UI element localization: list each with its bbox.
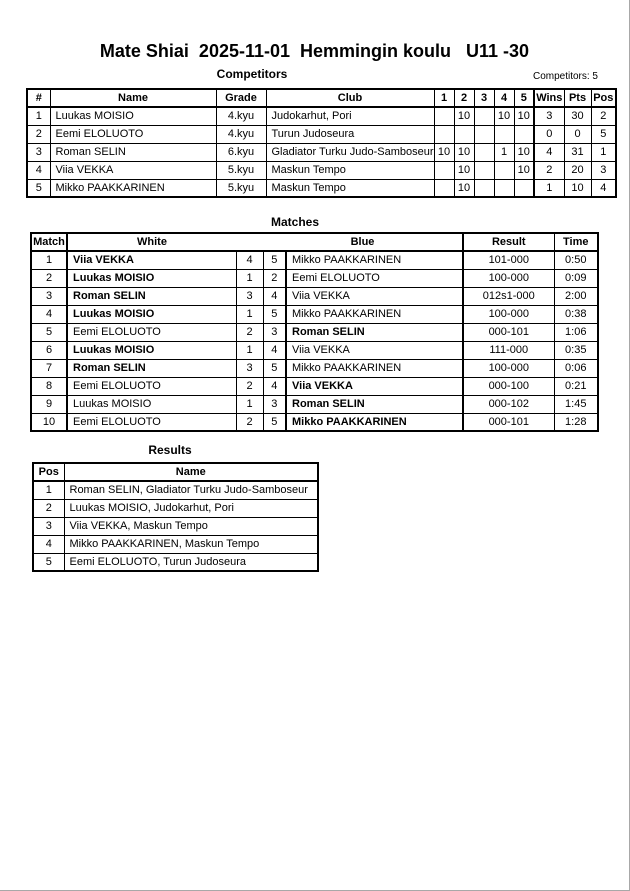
result-cell: 100-000 [463,305,554,323]
match-number-cell: 7 [31,359,67,377]
score-cell [494,179,514,197]
result-pos-cell: 2 [33,499,64,517]
header-spacer [236,233,263,251]
match-number-cell: 3 [31,287,67,305]
blue-competitor-num-cell: 4 [263,341,286,359]
score-cell [474,179,494,197]
header-num: # [27,89,50,107]
club-cell: Maskun Tempo [266,179,434,197]
match-row [31,269,598,287]
blue-competitor-num-cell: 4 [263,287,286,305]
pos-cell: 4 [591,179,616,197]
result-cell: 000-101 [463,323,554,341]
header-name: Name [50,89,216,107]
white-competitor-num-cell: 1 [236,341,263,359]
blue-name-cell: Viia VEKKA [286,377,463,395]
score-cell [494,125,514,143]
page-title: Mate Shiai 2025-11-01 Hemmingin koulu U11 -30 [99,41,530,61]
blue-name-cell: Roman SELIN [286,323,463,341]
white-name-cell: Roman SELIN [67,287,236,305]
blue-competitor-num-cell: 2 [263,269,286,287]
competitor-name-cell: Eemi ELOLUOTO [50,125,216,143]
header-round-1: 1 [434,89,454,107]
white-name-cell: Luukas MOISIO [67,269,236,287]
time-cell: 0:09 [554,269,598,287]
club-cell: Maskun Tempo [266,161,434,179]
time-cell: 0:06 [554,359,598,377]
white-name-cell: Eemi ELOLUOTO [67,413,236,431]
score-cell [494,161,514,179]
grade-cell: 6.kyu [216,143,266,161]
white-name-cell: Luukas MOISIO [67,395,236,413]
header-time: Time [554,233,598,251]
score-cell [434,161,454,179]
score-cell: 10 [454,179,474,197]
wins-cell: 0 [534,125,564,143]
wins-cell: 1 [534,179,564,197]
results-header-row [33,463,318,481]
result-cell: 012s1-000 [463,287,554,305]
score-cell: 10 [514,143,534,161]
time-cell: 0:38 [554,305,598,323]
match-number-cell: 2 [31,269,67,287]
matches-header-row [31,233,598,251]
match-number-cell: 8 [31,377,67,395]
match-row [31,413,598,431]
club-cell: Gladiator Turku Judo-Samboseur [266,143,434,161]
competitor-name-cell: Mikko PAAKKARINEN [50,179,216,197]
white-competitor-num-cell: 3 [236,287,263,305]
header-white: White [67,233,236,251]
match-number-cell: 1 [31,251,67,269]
white-name-cell: Luukas MOISIO [67,305,236,323]
blue-name-cell: Mikko PAAKKARINEN [286,359,463,377]
header-pos: Pos [591,89,616,107]
white-name-cell: Roman SELIN [67,359,236,377]
competitor-number-cell: 2 [27,125,50,143]
result-cell: 000-101 [463,413,554,431]
score-cell [474,161,494,179]
result-cell: 111-000 [463,341,554,359]
white-competitor-num-cell: 4 [236,251,263,269]
match-row [31,323,598,341]
score-cell [514,125,534,143]
result-pos-cell: 4 [33,535,64,553]
white-name-cell: Eemi ELOLUOTO [67,323,236,341]
club-cell: Turun Judoseura [266,125,434,143]
white-name-cell: Viia VEKKA [67,251,236,269]
result-name-cell: Viia VEKKA, Maskun Tempo [64,517,318,535]
result-name-cell: Luukas MOISIO, Judokarhut, Pori [64,499,318,517]
results-section-title: Results [148,443,192,457]
blue-name-cell: Mikko PAAKKARINEN [286,251,463,269]
time-cell: 1:45 [554,395,598,413]
white-competitor-num-cell: 2 [236,413,263,431]
competitor-name-cell: Viia VEKKA [50,161,216,179]
blue-competitor-num-cell: 3 [263,395,286,413]
score-cell [454,125,474,143]
competitor-number-cell: 1 [27,107,50,125]
match-number-cell: 5 [31,323,67,341]
score-cell: 1 [494,143,514,161]
competitor-name-cell: Roman SELIN [50,143,216,161]
result-pos-cell: 5 [33,553,64,571]
grade-cell: 4.kyu [216,125,266,143]
pos-cell: 3 [591,161,616,179]
grade-cell: 5.kyu [216,161,266,179]
blue-competitor-num-cell: 3 [263,323,286,341]
score-cell: 10 [454,143,474,161]
results-table [32,462,319,572]
grade-cell: 4.kyu [216,107,266,125]
time-cell: 0:21 [554,377,598,395]
result-row [33,481,318,499]
result-row [33,553,318,571]
header-round-2: 2 [454,89,474,107]
result-cell: 101-000 [463,251,554,269]
match-row [31,359,598,377]
club-cell: Judokarhut, Pori [266,107,434,125]
competitor-row [27,125,616,143]
competitor-number-cell: 5 [27,179,50,197]
header-match: Match [31,233,67,251]
competitor-number-cell: 4 [27,161,50,179]
score-cell [474,107,494,125]
pos-cell: 2 [591,107,616,125]
blue-name-cell: Roman SELIN [286,395,463,413]
score-cell [434,107,454,125]
white-competitor-num-cell: 1 [236,305,263,323]
grade-cell: 5.kyu [216,179,266,197]
competitor-row [27,107,616,125]
pos-cell: 1 [591,143,616,161]
result-pos-cell: 3 [33,517,64,535]
blue-name-cell: Viia VEKKA [286,287,463,305]
match-row [31,305,598,323]
header-round-3: 3 [474,89,494,107]
header-pts: Pts [564,89,591,107]
white-competitor-num-cell: 3 [236,359,263,377]
blue-name-cell: Mikko PAAKKARINEN [286,305,463,323]
pos-cell: 5 [591,125,616,143]
result-row [33,517,318,535]
match-number-cell: 9 [31,395,67,413]
score-cell: 10 [494,107,514,125]
match-row [31,287,598,305]
pts-cell: 31 [564,143,591,161]
result-row [33,535,318,553]
wins-cell: 2 [534,161,564,179]
result-cell: 000-100 [463,377,554,395]
matches-section-title: Matches [270,215,320,229]
pts-cell: 20 [564,161,591,179]
header-grade: Grade [216,89,266,107]
score-cell [514,179,534,197]
score-cell: 10 [434,143,454,161]
white-competitor-num-cell: 1 [236,269,263,287]
time-cell: 0:50 [554,251,598,269]
header-pos: Pos [33,463,64,481]
pts-cell: 0 [564,125,591,143]
score-cell: 10 [454,107,474,125]
result-pos-cell: 1 [33,481,64,499]
competitor-name-cell: Luukas MOISIO [50,107,216,125]
match-row [31,341,598,359]
blue-name-cell: Viia VEKKA [286,341,463,359]
header-round-4: 4 [494,89,514,107]
white-name-cell: Eemi ELOLUOTO [67,377,236,395]
competitors-section-title: Competitors [216,67,288,81]
result-cell: 100-000 [463,359,554,377]
score-cell: 10 [514,161,534,179]
white-competitor-num-cell: 2 [236,377,263,395]
result-cell: 100-000 [463,269,554,287]
match-row [31,395,598,413]
blue-name-cell: Mikko PAAKKARINEN [286,413,463,431]
competitor-row [27,143,616,161]
score-cell [434,125,454,143]
competitor-row [27,179,616,197]
result-name-cell: Mikko PAAKKARINEN, Maskun Tempo [64,535,318,553]
blue-competitor-num-cell: 5 [263,305,286,323]
score-cell [474,125,494,143]
blue-competitor-num-cell: 5 [263,413,286,431]
blue-competitor-num-cell: 5 [263,359,286,377]
score-cell [434,179,454,197]
header-round-5: 5 [514,89,534,107]
score-cell [474,143,494,161]
time-cell: 1:06 [554,323,598,341]
wins-cell: 4 [534,143,564,161]
white-competitor-num-cell: 1 [236,395,263,413]
header-blue: Blue [263,233,463,251]
header-club: Club [266,89,434,107]
blue-competitor-num-cell: 5 [263,251,286,269]
score-cell: 10 [514,107,534,125]
pts-cell: 10 [564,179,591,197]
time-cell: 2:00 [554,287,598,305]
time-cell: 0:35 [554,341,598,359]
header-result: Result [463,233,554,251]
white-competitor-num-cell: 2 [236,323,263,341]
result-name-cell: Eemi ELOLUOTO, Turun Judoseura [64,553,318,571]
competitors-count: Competitors: 5 [532,71,598,82]
match-number-cell: 6 [31,341,67,359]
match-row [31,251,598,269]
competitor-number-cell: 3 [27,143,50,161]
pts-cell: 30 [564,107,591,125]
result-cell: 000-102 [463,395,554,413]
score-cell: 10 [454,161,474,179]
blue-name-cell: Eemi ELOLUOTO [286,269,463,287]
match-number-cell: 4 [31,305,67,323]
white-name-cell: Luukas MOISIO [67,341,236,359]
header-name: Name [64,463,318,481]
result-row [33,499,318,517]
result-name-cell: Roman SELIN, Gladiator Turku Judo-Samboseur [64,481,318,499]
match-row [31,377,598,395]
time-cell: 1:28 [554,413,598,431]
competitors-header-row [27,89,616,107]
blue-competitor-num-cell: 4 [263,377,286,395]
matches-table [30,232,599,432]
competitors-table [26,88,617,198]
header-wins: Wins [534,89,564,107]
wins-cell: 3 [534,107,564,125]
match-number-cell: 10 [31,413,67,431]
competitor-row [27,161,616,179]
